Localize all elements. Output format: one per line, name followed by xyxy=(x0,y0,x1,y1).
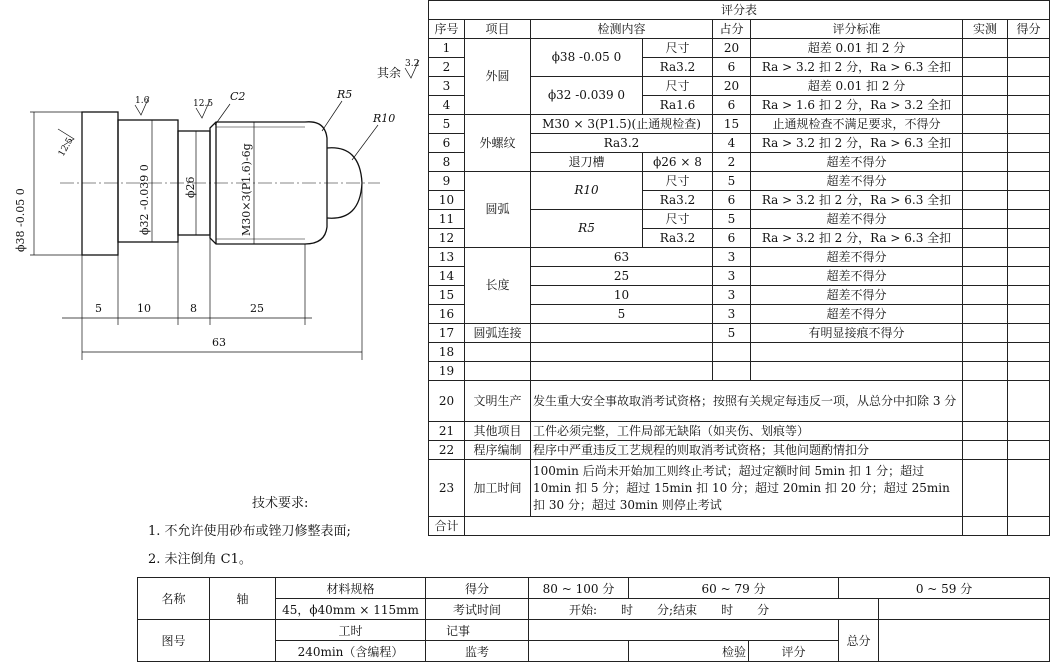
header-measured: 实测 xyxy=(963,20,1008,39)
inspect-label: 检验 xyxy=(629,641,749,662)
row-standard: Ra > 3.2 扣 2 分，Ra > 6.3 全扣 xyxy=(751,191,963,210)
row-score: 5 xyxy=(713,324,751,343)
row-sub: 尺寸 xyxy=(643,172,713,191)
hours-label: 工时 xyxy=(276,620,426,641)
material-value: 45，ϕ40mm × 115mm xyxy=(276,599,426,620)
tech-requirements-title: 技术要求: xyxy=(252,496,309,511)
header-content: 检测内容 xyxy=(531,20,713,39)
row-sub: Ra1.6 xyxy=(643,96,713,115)
dim-d26: ϕ26 xyxy=(184,176,197,198)
name-value: 轴 xyxy=(210,578,276,620)
rough-1-6: 1.6 xyxy=(135,96,150,106)
row-content: ϕ38 -0.05 0 xyxy=(531,39,643,77)
row-content: R10 xyxy=(531,172,643,210)
row-score: 2 xyxy=(713,153,751,172)
row-no: 20 xyxy=(429,381,465,422)
row-item: 外圆 xyxy=(465,39,531,115)
table-header-row xyxy=(429,20,1050,39)
row-measured[interactable] xyxy=(963,286,1008,305)
row-got[interactable] xyxy=(1008,267,1050,286)
table-row xyxy=(429,422,1050,441)
table-row xyxy=(429,115,1050,134)
row-standard: 超差 0.01 扣 2 分 xyxy=(751,39,963,58)
range-60-79: 60 ~ 79 分 xyxy=(629,578,839,599)
row-no: 19 xyxy=(429,362,465,381)
row-measured[interactable] xyxy=(963,422,1008,441)
header-item: 项目 xyxy=(465,20,531,39)
row-score: 6 xyxy=(713,191,751,210)
row-got[interactable] xyxy=(1008,229,1050,248)
row-measured[interactable] xyxy=(963,362,1008,381)
name-label: 名称 xyxy=(138,578,210,620)
total-score-value[interactable] xyxy=(879,620,1050,662)
row-got[interactable] xyxy=(1008,153,1050,172)
row-sub: 尺寸 xyxy=(643,210,713,229)
table-row xyxy=(429,362,1050,381)
row-standard: 超差不得分 xyxy=(751,267,963,286)
row-score: 3 xyxy=(713,286,751,305)
row-got[interactable] xyxy=(1008,210,1050,229)
row-measured[interactable] xyxy=(963,134,1008,153)
row-score: 5 xyxy=(713,172,751,191)
row-got[interactable] xyxy=(1008,191,1050,210)
row-sub: Ra3.2 xyxy=(643,191,713,210)
row-standard: 超差不得分 xyxy=(751,305,963,324)
table-row xyxy=(429,441,1050,460)
row-text: 发生重大安全事故取消考试资格；按照有关规定每违反一项，从总分中扣除 3 分 xyxy=(531,381,963,422)
part-drawing xyxy=(0,0,430,578)
dim-len8: 8 xyxy=(190,302,197,315)
row-measured[interactable] xyxy=(963,324,1008,343)
dim-len5: 5 xyxy=(95,302,102,315)
row-item: 长度 xyxy=(465,248,531,324)
row-score: 15 xyxy=(713,115,751,134)
drawing-no-value[interactable] xyxy=(210,620,276,662)
table-row xyxy=(429,324,1050,343)
row-no: 6 xyxy=(429,134,465,153)
row-no: 17 xyxy=(429,324,465,343)
row-text: 100min 后尚未开始加工则终止考试；超过定额时间 5min 扣 1 分；超过 10min 扣 5 分；超过 15min 扣 10 分；超过 20min 扣 20 分；超过 25min 扣 30 分；超过 30min 则停止考试 xyxy=(531,460,963,517)
row-got[interactable] xyxy=(1008,39,1050,58)
row-content: 退刀槽 xyxy=(531,153,643,172)
row-standard: 超差不得分 xyxy=(751,248,963,267)
proctor-label: 监考 xyxy=(426,641,529,662)
title-block xyxy=(137,577,1050,662)
grade-label: 评分 xyxy=(749,641,839,662)
row-measured[interactable] xyxy=(963,39,1008,58)
table-row xyxy=(429,460,1050,517)
row-no: 23 xyxy=(429,460,465,517)
row-measured[interactable] xyxy=(963,153,1008,172)
row-measured[interactable] xyxy=(963,58,1008,77)
row-no: 21 xyxy=(429,422,465,441)
row-item: 圆弧连接 xyxy=(465,324,531,343)
row-score: 6 xyxy=(713,58,751,77)
row-item: 其他项目 xyxy=(465,422,531,441)
row-measured[interactable] xyxy=(963,77,1008,96)
row-measured[interactable] xyxy=(963,96,1008,115)
row-got[interactable] xyxy=(1008,343,1050,362)
material-label: 材料规格 xyxy=(276,578,426,599)
row-no: 8 xyxy=(429,153,465,172)
row-no: 16 xyxy=(429,305,465,324)
row-standard: 超差不得分 xyxy=(751,286,963,305)
row-no: 13 xyxy=(429,248,465,267)
row-standard: Ra > 3.2 扣 2 分，Ra > 6.3 全扣 xyxy=(751,134,963,153)
row-no: 15 xyxy=(429,286,465,305)
dim-len10: 10 xyxy=(137,302,151,315)
row-score: 3 xyxy=(713,267,751,286)
record-value[interactable] xyxy=(529,620,839,641)
row-got[interactable] xyxy=(1008,77,1050,96)
tech-requirement-1: 1. 不允许使用砂布或锉刀修整表面; xyxy=(148,524,351,539)
row-no: 2 xyxy=(429,58,465,77)
row-sub: 尺寸 xyxy=(643,39,713,58)
hours-value: 240min（含编程） xyxy=(276,641,426,662)
dim-r5: R5 xyxy=(337,88,353,101)
row-no: 4 xyxy=(429,96,465,115)
rest-rough: 3.2 xyxy=(405,59,420,69)
row-content: ϕ32 -0.039 0 xyxy=(531,77,643,115)
row-got[interactable] xyxy=(1008,286,1050,305)
exam-time-value[interactable]: 开始: 时 分;结束 时 分 xyxy=(529,599,879,620)
rough-12-5-a: 12.5 xyxy=(193,99,214,109)
row-content: 63 xyxy=(531,248,713,267)
row-no: 22 xyxy=(429,441,465,460)
row-sub: Ra3.2 xyxy=(643,229,713,248)
score-label: 得分 xyxy=(426,578,529,599)
dim-r10: R10 xyxy=(373,112,396,125)
row-no: 1 xyxy=(429,39,465,58)
row-no: 18 xyxy=(429,343,465,362)
row-content: 5 xyxy=(531,305,713,324)
total-got[interactable] xyxy=(1008,517,1050,536)
row-score: 20 xyxy=(713,77,751,96)
row-standard: Ra > 3.2 扣 2 分，Ra > 6.3 全扣 xyxy=(751,58,963,77)
row-score: 6 xyxy=(713,229,751,248)
dim-d32: ϕ32 -0.039 0 xyxy=(138,164,151,235)
row-item: 圆弧 xyxy=(465,172,531,248)
rest-label: 其余 xyxy=(377,66,402,80)
row-got[interactable] xyxy=(1008,422,1050,441)
dim-len63: 63 xyxy=(212,336,226,349)
table-row xyxy=(429,343,1050,362)
row-measured[interactable] xyxy=(963,210,1008,229)
row-item: 外螺纹 xyxy=(465,115,531,172)
row-standard: 超差不得分 xyxy=(751,210,963,229)
row-got[interactable] xyxy=(1008,324,1050,343)
row-measured[interactable] xyxy=(963,229,1008,248)
table-row xyxy=(429,248,1050,267)
table-row xyxy=(429,172,1050,191)
range-80-100: 80 ~ 100 分 xyxy=(529,578,629,599)
collar-d38 xyxy=(82,112,118,255)
table-row xyxy=(429,381,1050,422)
row-score: 3 xyxy=(713,248,751,267)
row-score: 5 xyxy=(713,210,751,229)
row-score: 6 xyxy=(713,96,751,115)
table-row xyxy=(429,39,1050,58)
row-text: 程序中严重违反工艺规程的则取消考试资格；其他问题酌情扣分 xyxy=(531,441,963,460)
row-score: 3 xyxy=(713,305,751,324)
row-content xyxy=(531,324,713,343)
row-got[interactable] xyxy=(1008,362,1050,381)
header-standard: 评分标准 xyxy=(751,20,963,39)
row-content: 10 xyxy=(531,286,713,305)
row-measured[interactable] xyxy=(963,381,1008,422)
dim-d38: ϕ38 -0.05 0 xyxy=(14,188,27,252)
row-got[interactable] xyxy=(1008,441,1050,460)
row-measured[interactable] xyxy=(963,248,1008,267)
header-score: 占分 xyxy=(713,20,751,39)
row-item: 程序编制 xyxy=(465,441,531,460)
score-table xyxy=(428,0,1050,536)
row-no: 11 xyxy=(429,210,465,229)
row-sub: ϕ26 × 8 xyxy=(643,153,713,172)
header-no: 序号 xyxy=(429,20,465,39)
row-got[interactable] xyxy=(1008,172,1050,191)
exam-time-label: 考试时间 xyxy=(426,599,529,620)
row-standard: 超差 0.01 扣 2 分 xyxy=(751,77,963,96)
row-got[interactable] xyxy=(1008,381,1050,422)
row-sub: Ra3.2 xyxy=(643,58,713,77)
row-standard: Ra > 3.2 扣 2 分，Ra > 6.3 全扣 xyxy=(751,229,963,248)
row-standard: 止通规检查不满足要求，不得分 xyxy=(751,115,963,134)
header-got: 得分 xyxy=(1008,20,1050,39)
total-row xyxy=(429,517,1050,536)
row-standard: Ra > 1.6 扣 2 分，Ra > 3.2 全扣 xyxy=(751,96,963,115)
total-measured[interactable] xyxy=(963,517,1008,536)
dim-c2: C2 xyxy=(230,90,246,103)
row-got[interactable] xyxy=(1008,460,1050,517)
row-sub: 尺寸 xyxy=(643,77,713,96)
row-item: 文明生产 xyxy=(465,381,531,422)
total-score-label: 总分 xyxy=(839,620,879,662)
row-got[interactable] xyxy=(1008,58,1050,77)
dim-thread: M30×3(P1.6)-6g xyxy=(240,143,253,236)
tech-requirement-2: 2. 未注倒角 C1。 xyxy=(148,552,252,567)
score-table-title: 评分表 xyxy=(429,1,1050,20)
total-label: 合计 xyxy=(429,517,465,536)
row-got[interactable] xyxy=(1008,134,1050,153)
row-text: 工件必须完整，工件局部无缺陷（如夹伤、划痕等） xyxy=(531,422,963,441)
row-measured[interactable] xyxy=(963,267,1008,286)
row-content: M30 × 3(P1.5)(止通规检查) xyxy=(531,115,713,134)
row-no: 5 xyxy=(429,115,465,134)
row-got[interactable] xyxy=(1008,305,1050,324)
row-content: 25 xyxy=(531,267,713,286)
row-content: Ra3.2 xyxy=(531,134,713,153)
row-got[interactable] xyxy=(1008,96,1050,115)
row-measured[interactable] xyxy=(963,191,1008,210)
dim-len25: 25 xyxy=(250,302,264,315)
record-label: 记事 xyxy=(426,620,529,641)
row-no: 9 xyxy=(429,172,465,191)
row-measured[interactable] xyxy=(963,460,1008,517)
row-standard: 有明显接痕不得分 xyxy=(751,324,963,343)
row-measured[interactable] xyxy=(963,441,1008,460)
row-got[interactable] xyxy=(1008,248,1050,267)
row-content: R5 xyxy=(531,210,643,248)
row-standard: 超差不得分 xyxy=(751,172,963,191)
row-item: 加工时间 xyxy=(465,460,531,517)
proctor-value[interactable] xyxy=(529,641,629,662)
row-no: 3 xyxy=(429,77,465,96)
row-score: 20 xyxy=(713,39,751,58)
row-score: 4 xyxy=(713,134,751,153)
row-measured[interactable] xyxy=(963,172,1008,191)
row-no: 10 xyxy=(429,191,465,210)
row-standard: 超差不得分 xyxy=(751,153,963,172)
row-no: 12 xyxy=(429,229,465,248)
row-measured[interactable] xyxy=(963,115,1008,134)
drawing-no-label: 图号 xyxy=(138,620,210,662)
row-measured[interactable] xyxy=(963,343,1008,362)
rough-12-5-b: 12.5 xyxy=(56,136,76,159)
row-no: 14 xyxy=(429,267,465,286)
range-0-59: 0 ~ 59 分 xyxy=(839,578,1050,599)
row-measured[interactable] xyxy=(963,305,1008,324)
row-got[interactable] xyxy=(1008,115,1050,134)
